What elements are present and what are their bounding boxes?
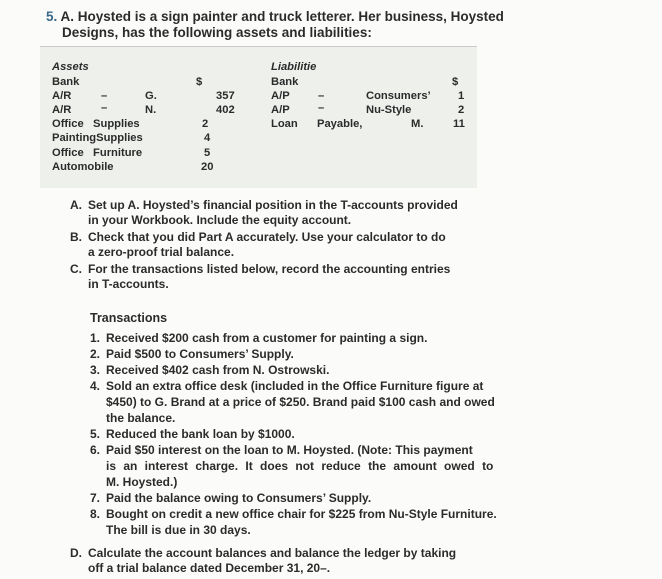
instruction-line: Check that you did Part A accurately. Use your calculator to do	[88, 230, 446, 244]
instruction-letter: B.	[70, 230, 82, 244]
instruction-line: in your Workbook. Include the equity account.	[88, 213, 352, 227]
instruction-line: Calculate the account balances and balance the ledger by taking	[88, 546, 457, 560]
asset-label: A/R	[52, 90, 72, 102]
asset-amount: 4	[204, 132, 211, 144]
instruction-line: a zero-proof trial balance.	[88, 245, 235, 259]
liability-label: A/P	[271, 104, 290, 116]
liability-name: Payable,	[317, 118, 363, 130]
transaction-number: 1.	[90, 331, 101, 345]
liability-label: A/P	[271, 90, 290, 102]
transaction-number: 6.	[90, 443, 101, 457]
transaction-line: Received $402 cash from N. Ostrowski.	[106, 363, 330, 377]
liability-name: Consumers’	[366, 90, 431, 102]
transaction-line: M. Hoysted.)	[106, 475, 178, 489]
transaction-line: the balance.	[106, 411, 176, 425]
problem-title	[46, 8, 504, 25]
transactions-heading: Transactions	[90, 311, 168, 325]
instruction-line: in T-accounts.	[88, 277, 169, 291]
liability-amount: 1	[458, 90, 465, 102]
instruction-line: For the transactions listed below, record the accounting entries	[88, 262, 451, 276]
liabilities-header: Liabilitie	[271, 61, 317, 73]
problem-subtitle: Designs, has the following assets and liabilities:	[62, 25, 372, 40]
asset-amount: 5	[204, 147, 211, 159]
liabilities-currency: $	[452, 76, 459, 88]
transaction-number: 4.	[90, 379, 101, 393]
asset-label: Office Supplies	[52, 118, 140, 130]
liability-dash: –	[318, 102, 325, 114]
instruction-letter: A.	[70, 198, 82, 212]
problem-title-text: A. Hoysted is a sign painter and truck letterer. Her business, Hoysted	[60, 9, 504, 24]
transaction-line: $450) to G. Brand at a price of $250. Brand paid $100 cash and owed	[106, 395, 495, 409]
problem-number: 5.	[46, 9, 58, 24]
liability-dash: –	[318, 90, 325, 102]
asset-name: N.	[145, 104, 157, 116]
asset-name: G.	[145, 90, 157, 102]
transaction-number: 2.	[90, 347, 101, 361]
transaction-line: The bill is due in 30 days.	[106, 523, 251, 537]
asset-dash: –	[101, 90, 108, 102]
asset-dash: –	[101, 102, 108, 114]
transaction-line: Received $200 cash from a customer for painting a sign.	[106, 331, 428, 345]
asset-label: A/R	[52, 104, 72, 116]
asset-amount: 20	[201, 161, 214, 173]
asset-amount: 2	[202, 118, 209, 130]
liability-name: Nu-Style	[366, 104, 412, 116]
transaction-line: Paid $500 to Consumers’ Supply.	[106, 347, 294, 361]
liability-label: Bank	[271, 76, 299, 88]
liability-label: Loan	[271, 118, 298, 130]
instruction-letter: D.	[70, 546, 82, 560]
liability-amount: 11	[453, 118, 465, 130]
transaction-line: Sold an extra office desk (included in the Office Furniture figure at	[106, 379, 484, 393]
transaction-number: 8.	[90, 507, 101, 521]
assets-header: Assets	[52, 61, 89, 73]
transaction-number: 3.	[90, 363, 101, 377]
transaction-number: 5.	[90, 427, 101, 441]
transaction-line: Paid $50 interest on the loan to M. Hoysted. (Note: This payment	[106, 443, 473, 457]
asset-label: PaintingSupplies	[52, 132, 143, 144]
transaction-number: 7.	[90, 491, 101, 505]
asset-amount: 402	[216, 104, 235, 116]
instruction-letter: C.	[70, 262, 82, 276]
transaction-line: Bought on credit a new office chair for $225 from Nu-Style Furniture.	[106, 507, 497, 521]
assets-liabilities-table	[40, 46, 477, 188]
liability-amount: 2	[458, 104, 465, 116]
asset-amount: 357	[216, 90, 235, 102]
transaction-line: is an interest charge. It does not reduce the amount owed to	[106, 459, 494, 473]
transaction-line: Reduced the bank loan by $1000.	[106, 427, 295, 441]
asset-label: Bank	[52, 76, 80, 88]
assets-currency: $	[196, 76, 203, 88]
instruction-line: Set up A. Hoysted’s financial position in the T-accounts provided	[88, 198, 458, 212]
transaction-line: Paid the balance owing to Consumers’ Supply.	[106, 491, 372, 505]
asset-label: Automobile	[52, 161, 114, 173]
instruction-line: off a trial balance dated December 31, 20–.	[88, 561, 331, 575]
liability-extra: M.	[411, 118, 424, 130]
asset-label: Office Furniture	[52, 147, 143, 159]
